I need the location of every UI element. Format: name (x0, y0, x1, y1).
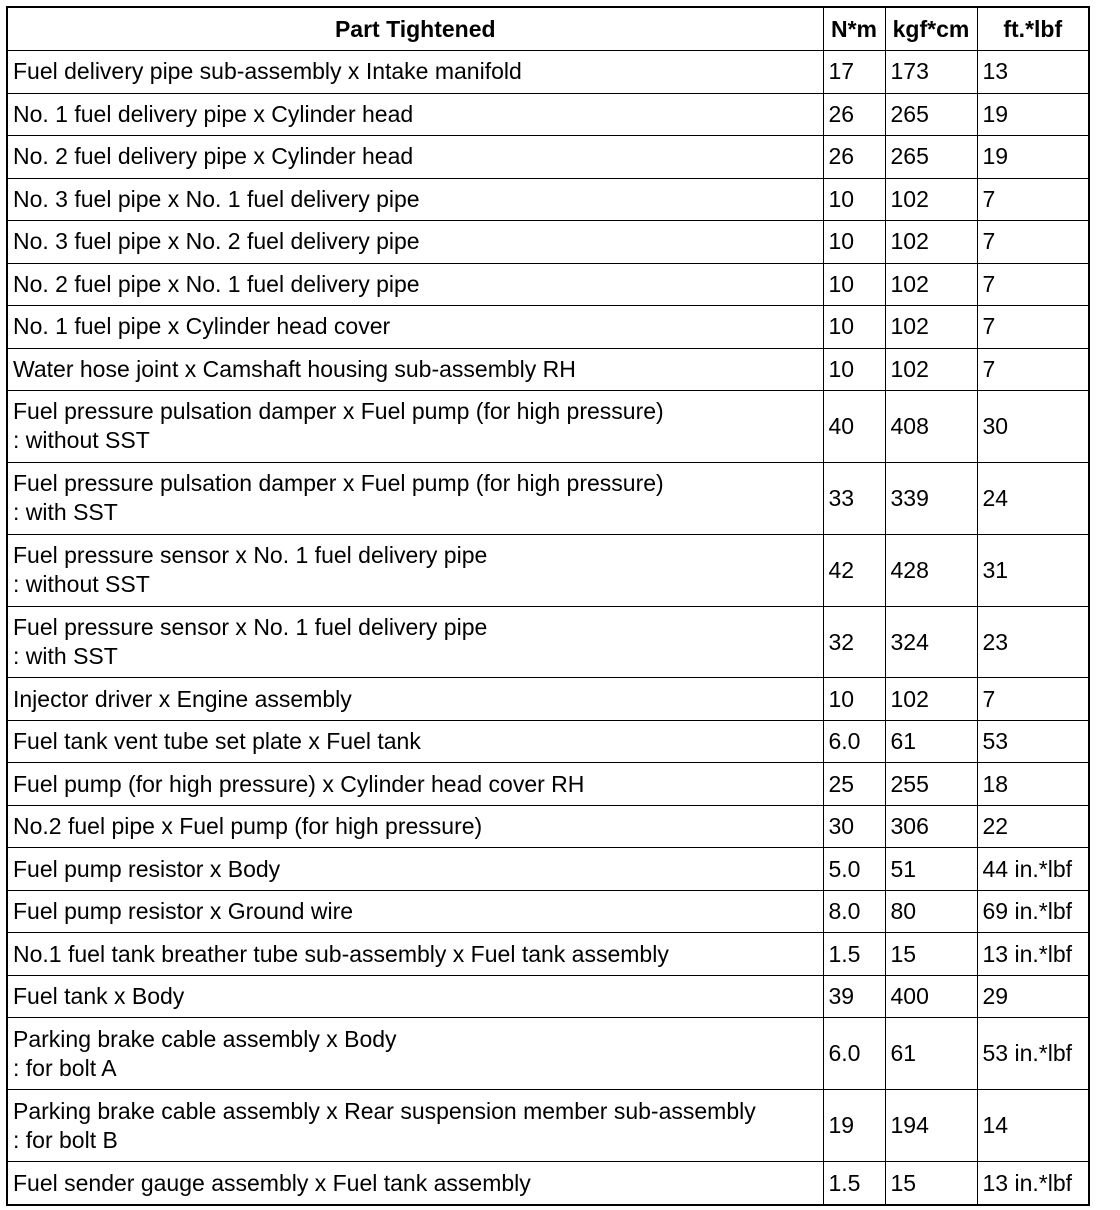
ft-lbf-cell: 69 in.*lbf (977, 890, 1089, 933)
part-tightened-cell (7, 263, 823, 306)
table-row (7, 136, 1089, 179)
newton-meter-cell: 42 (823, 534, 885, 606)
newton-meter-cell: 30 (823, 805, 885, 848)
kgf-cm-cell: 15 (885, 1162, 977, 1205)
table-row (7, 678, 1089, 721)
kgf-cm-cell: 400 (885, 975, 977, 1018)
ft-lbf-cell: 13 in.*lbf (977, 933, 1089, 976)
ft-lbf-cell: 31 (977, 534, 1089, 606)
newton-meter-cell: 10 (823, 178, 885, 221)
newton-meter-cell: 26 (823, 93, 885, 136)
kgf-cm-cell: 102 (885, 221, 977, 264)
part-description: No.1 fuel tank breather tube sub-assembly x Fuel tank assembly (13, 940, 669, 967)
kgf-cm-cell: 173 (885, 51, 977, 94)
table-row (7, 263, 1089, 306)
table-row (7, 606, 1089, 678)
newton-meter-cell: 10 (823, 263, 885, 306)
kgf-cm-cell: 102 (885, 678, 977, 721)
ft-lbf-cell: 24 (977, 462, 1089, 534)
table-row (7, 391, 1089, 463)
table-row (7, 178, 1089, 221)
kgf-cm-cell: 339 (885, 462, 977, 534)
newton-meter-cell: 10 (823, 306, 885, 349)
header-kgf-cm: kgf*cm (885, 7, 977, 51)
part-tightened-cell (7, 975, 823, 1018)
table-row (7, 534, 1089, 606)
ft-lbf-cell: 44 in.*lbf (977, 848, 1089, 891)
newton-meter-cell: 1.5 (823, 1162, 885, 1205)
newton-meter-cell: 40 (823, 391, 885, 463)
table-header-row (7, 7, 1089, 51)
part-description: Fuel pressure pulsation damper x Fuel pump (for high pressure) (13, 470, 664, 497)
part-description: Fuel pressure sensor x No. 1 fuel delivery pipe (13, 614, 488, 640)
table-row (7, 221, 1089, 264)
ft-lbf-cell: 13 (977, 51, 1089, 94)
ft-lbf-cell: 19 (977, 93, 1089, 136)
kgf-cm-cell: 61 (885, 720, 977, 763)
kgf-cm-cell: 102 (885, 306, 977, 349)
kgf-cm-cell: 15 (885, 933, 977, 976)
ft-lbf-cell: 7 (977, 678, 1089, 721)
table-row (7, 848, 1089, 891)
ft-lbf-cell: 53 in.*lbf (977, 1018, 1089, 1090)
part-description: Fuel pump resistor x Body (13, 855, 281, 882)
part-tightened-cell (7, 462, 823, 534)
table-row (7, 306, 1089, 349)
kgf-cm-cell: 61 (885, 1018, 977, 1090)
ft-lbf-cell: 18 (977, 763, 1089, 806)
part-tightened-cell (7, 848, 823, 891)
part-condition: : with SST (13, 643, 118, 669)
newton-meter-cell: 32 (823, 606, 885, 678)
part-tightened-cell (7, 678, 823, 721)
part-tightened-cell (7, 1018, 823, 1090)
part-tightened-cell (7, 534, 823, 606)
kgf-cm-cell: 102 (885, 348, 977, 391)
kgf-cm-cell: 265 (885, 93, 977, 136)
table-row (7, 1162, 1089, 1205)
ft-lbf-cell: 14 (977, 1090, 1089, 1162)
table-row (7, 462, 1089, 534)
part-tightened-cell (7, 1162, 823, 1205)
kgf-cm-cell: 194 (885, 1090, 977, 1162)
newton-meter-cell: 25 (823, 763, 885, 806)
ft-lbf-cell: 13 in.*lbf (977, 1162, 1089, 1205)
part-description: Fuel delivery pipe sub-assembly x Intake manifold (13, 58, 522, 85)
table-row (7, 890, 1089, 933)
kgf-cm-cell: 265 (885, 136, 977, 179)
part-tightened-cell (7, 763, 823, 806)
newton-meter-cell: 5.0 (823, 848, 885, 891)
table-row (7, 720, 1089, 763)
part-description: Fuel pressure sensor x No. 1 fuel delivery pipe (13, 542, 488, 569)
header-newton-meter: N*m (823, 7, 885, 51)
table-row (7, 93, 1089, 136)
table-row (7, 805, 1089, 848)
part-condition: : for bolt A (13, 1054, 117, 1081)
table-row (7, 933, 1089, 976)
part-description: Fuel tank x Body (13, 983, 185, 1010)
newton-meter-cell: 33 (823, 462, 885, 534)
part-description: No. 1 fuel pipe x Cylinder head cover (13, 313, 391, 340)
part-description: No. 1 fuel delivery pipe x Cylinder head (13, 100, 414, 127)
part-tightened-cell (7, 805, 823, 848)
newton-meter-cell: 39 (823, 975, 885, 1018)
ft-lbf-cell: 53 (977, 720, 1089, 763)
part-description: Parking brake cable assembly x Body (13, 1025, 397, 1052)
part-description: No. 2 fuel pipe x No. 1 fuel delivery pipe (13, 270, 420, 297)
part-tightened-cell (7, 178, 823, 221)
part-tightened-cell (7, 606, 823, 678)
newton-meter-cell: 19 (823, 1090, 885, 1162)
part-tightened-cell (7, 933, 823, 976)
part-description: Fuel sender gauge assembly x Fuel tank assembly (13, 1169, 531, 1196)
part-tightened-cell (7, 348, 823, 391)
part-description: No.2 fuel pipe x Fuel pump (for high pressure) (13, 813, 483, 840)
kgf-cm-cell: 80 (885, 890, 977, 933)
kgf-cm-cell: 255 (885, 763, 977, 806)
newton-meter-cell: 17 (823, 51, 885, 94)
table-row (7, 1018, 1089, 1090)
ft-lbf-cell: 7 (977, 348, 1089, 391)
part-description: No. 3 fuel pipe x No. 2 fuel delivery pipe (13, 228, 420, 255)
header-part-tightened: Part Tightened (7, 7, 823, 51)
newton-meter-cell: 10 (823, 348, 885, 391)
kgf-cm-cell: 51 (885, 848, 977, 891)
part-condition: : for bolt B (13, 1126, 118, 1153)
newton-meter-cell: 6.0 (823, 720, 885, 763)
table-row (7, 1090, 1089, 1162)
part-tightened-cell (7, 221, 823, 264)
newton-meter-cell: 10 (823, 221, 885, 264)
table-row (7, 348, 1089, 391)
part-description: Fuel pump resistor x Ground wire (13, 898, 354, 925)
part-tightened-cell (7, 1090, 823, 1162)
table-row (7, 51, 1089, 94)
ft-lbf-cell: 30 (977, 391, 1089, 463)
ft-lbf-cell: 7 (977, 221, 1089, 264)
kgf-cm-cell: 408 (885, 391, 977, 463)
part-tightened-cell (7, 93, 823, 136)
ft-lbf-cell: 22 (977, 805, 1089, 848)
part-description: Fuel pressure pulsation damper x Fuel pump (for high pressure) (13, 398, 664, 425)
part-tightened-cell (7, 890, 823, 933)
table-row (7, 763, 1089, 806)
ft-lbf-cell: 19 (977, 136, 1089, 179)
ft-lbf-cell: 29 (977, 975, 1089, 1018)
ft-lbf-cell: 7 (977, 306, 1089, 349)
part-tightened-cell (7, 391, 823, 463)
part-description: Parking brake cable assembly x Rear suspension member sub-assembly (13, 1097, 756, 1124)
ft-lbf-cell: 7 (977, 263, 1089, 306)
part-tightened-cell (7, 136, 823, 179)
ft-lbf-cell: 23 (977, 606, 1089, 678)
table-body (7, 51, 1089, 1206)
newton-meter-cell: 8.0 (823, 890, 885, 933)
newton-meter-cell: 1.5 (823, 933, 885, 976)
part-tightened-cell (7, 720, 823, 763)
part-description: No. 2 fuel delivery pipe x Cylinder head (13, 143, 414, 170)
part-condition: : without SST (13, 427, 150, 454)
part-condition: : without SST (13, 571, 150, 598)
header-ft-lbf: ft.*lbf (977, 7, 1089, 51)
newton-meter-cell: 6.0 (823, 1018, 885, 1090)
kgf-cm-cell: 306 (885, 805, 977, 848)
newton-meter-cell: 10 (823, 678, 885, 721)
part-description: Water hose joint x Camshaft housing sub-assembly RH (13, 355, 576, 382)
ft-lbf-cell: 7 (977, 178, 1089, 221)
part-description: Fuel pump (for high pressure) x Cylinder head cover RH (13, 770, 585, 797)
kgf-cm-cell: 102 (885, 178, 977, 221)
part-description: Injector driver x Engine assembly (13, 685, 352, 712)
part-description: No. 3 fuel pipe x No. 1 fuel delivery pipe (13, 185, 420, 212)
torque-specification-table (6, 6, 1090, 1206)
kgf-cm-cell: 428 (885, 534, 977, 606)
kgf-cm-cell: 102 (885, 263, 977, 306)
newton-meter-cell: 26 (823, 136, 885, 179)
kgf-cm-cell: 324 (885, 606, 977, 678)
part-tightened-cell (7, 306, 823, 349)
part-condition: : with SST (13, 499, 118, 526)
part-tightened-cell (7, 51, 823, 94)
table-row (7, 975, 1089, 1018)
part-description: Fuel tank vent tube set plate x Fuel tank (13, 728, 421, 755)
